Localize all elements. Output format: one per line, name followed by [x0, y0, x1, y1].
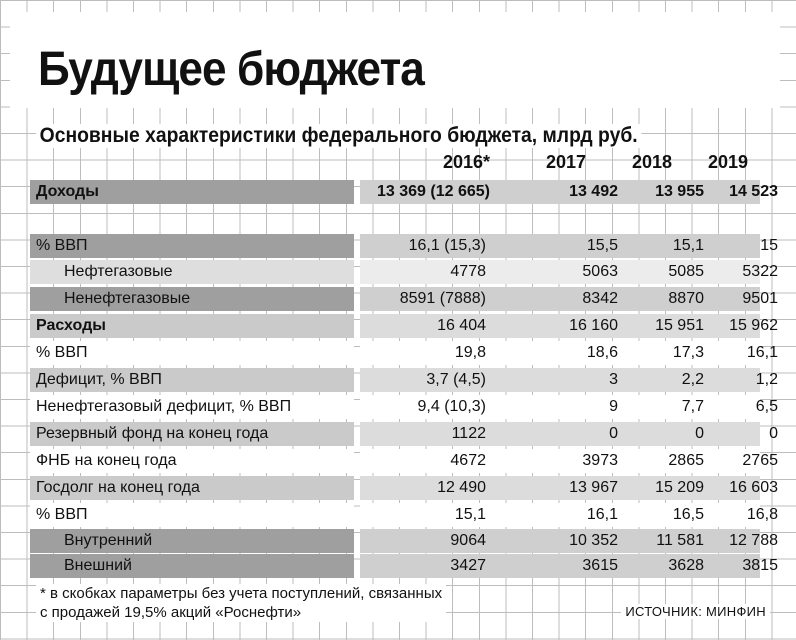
cell-2019: 14 523	[729, 183, 778, 200]
table-subtitle: Основные характеристики федерального бюджета, млрд руб.	[36, 124, 641, 148]
row-label: Внутренний	[30, 529, 354, 553]
cell-2017: 18,6	[586, 344, 618, 361]
cell-2018: 13 955	[655, 183, 704, 200]
page-title: Будущее бюджета	[38, 43, 424, 96]
cell-2019: 3815	[742, 557, 778, 574]
cell-2019: 16,8	[746, 506, 778, 523]
cell-2016: 16 404	[437, 317, 486, 334]
cell-2018: 15 951	[655, 317, 704, 334]
table-row	[30, 395, 778, 419]
cell-2017: 16,1	[586, 506, 618, 523]
row-label: % ВВП	[30, 234, 354, 258]
cell-2016: 3,7 (4,5)	[426, 371, 486, 388]
cell-2016: 4672	[450, 452, 486, 469]
cell-2018: 2,2	[681, 371, 704, 388]
cell-2017: 8342	[582, 290, 618, 307]
table-row	[30, 234, 778, 258]
table-row	[30, 314, 778, 338]
row-label: Доходы	[30, 180, 354, 204]
row-label: Резервный фонд на конец года	[30, 422, 354, 446]
year-2019: 2019	[707, 152, 748, 172]
cell-2016: 8591 (7888)	[399, 290, 486, 307]
cell-2019: 2765	[742, 452, 778, 469]
cell-2019: 15	[760, 237, 778, 254]
cell-2016: 4778	[450, 263, 486, 280]
table-row	[30, 449, 778, 473]
table-row	[30, 180, 778, 204]
cell-2017: 5063	[582, 263, 618, 280]
cell-2019: 5322	[742, 263, 778, 280]
row-label: % ВВП	[30, 341, 354, 365]
cell-2017: 3615	[582, 557, 618, 574]
cell-2017: 15,5	[586, 237, 618, 254]
footnote	[36, 584, 446, 622]
cell-2017: 0	[609, 425, 618, 442]
cell-2019: 12 788	[729, 532, 778, 549]
table-row	[30, 529, 778, 553]
cell-2018: 17,3	[672, 344, 704, 361]
cell-2018: 5085	[668, 263, 704, 280]
row-label: Ненефтегазовый дефицит, % ВВП	[30, 395, 354, 419]
cell-2016: 15,1	[454, 506, 486, 523]
cell-2019: 0	[769, 425, 778, 442]
year-header	[0, 152, 796, 176]
cell-2017: 3	[609, 371, 618, 388]
table-row	[30, 476, 778, 500]
cell-2019: 16,1	[746, 344, 778, 361]
cell-2019: 1,2	[755, 371, 778, 388]
cell-2018: 11 581	[656, 532, 704, 549]
table-row	[30, 422, 778, 446]
table-row	[30, 554, 778, 578]
cell-2016: 19,8	[454, 344, 486, 361]
cell-2018: 15 209	[655, 479, 704, 496]
row-label: Расходы	[30, 314, 354, 338]
cell-2018: 16,5	[672, 506, 704, 523]
table-row	[30, 341, 778, 365]
cell-2017: 16 160	[569, 317, 618, 334]
cell-2017: 13 967	[569, 479, 618, 496]
cell-2019: 9501	[742, 290, 778, 307]
cell-2018: 8870	[668, 290, 704, 307]
row-label: Нефтегазовые	[30, 260, 354, 284]
table-row	[30, 503, 778, 527]
row-label: Внешний	[30, 554, 354, 578]
row-label: ФНБ на конец года	[30, 449, 354, 473]
cell-2016: 16,1 (15,3)	[408, 237, 486, 254]
row-label: Ненефтегазовые	[30, 287, 354, 311]
cell-2019: 15 962	[729, 317, 778, 334]
title-box	[10, 12, 780, 108]
row-label: % ВВП	[30, 503, 354, 527]
year-2016: 2016*	[442, 152, 490, 172]
cell-2017: 10 352	[569, 532, 618, 549]
cell-2016: 13 369 (12 665)	[377, 183, 490, 200]
footnote-line-2: с продажей 19,5% акций «Роснефти»	[40, 604, 302, 621]
cell-2018: 7,7	[681, 398, 704, 415]
cell-2017: 9	[609, 398, 618, 415]
footnote-line-1: * в скобках параметры без учета поступлений, связанных	[40, 585, 443, 602]
cell-2017: 13 492	[569, 183, 618, 200]
cell-2016: 3427	[450, 557, 486, 574]
cell-2018: 15,1	[672, 237, 704, 254]
cell-2018: 2865	[668, 452, 704, 469]
table-row	[30, 260, 778, 284]
row-label: Дефицит, % ВВП	[30, 368, 354, 392]
cell-2016: 1122	[451, 425, 486, 442]
source-credit: ИСТОЧНИК: МИНФИН	[621, 604, 770, 619]
cell-2019: 6,5	[755, 398, 778, 415]
year-2017: 2017	[545, 152, 586, 172]
table-row	[30, 368, 778, 392]
cell-2019: 16 603	[729, 479, 778, 496]
table-row	[30, 287, 778, 311]
cell-2017: 3973	[582, 452, 618, 469]
year-2018: 2018	[631, 152, 672, 172]
cell-2016: 12 490	[437, 479, 486, 496]
cell-2016: 9064	[450, 532, 486, 549]
row-label: Госдолг на конец года	[30, 476, 354, 500]
cell-2016: 9,4 (10,3)	[417, 398, 486, 415]
cell-2018: 0	[695, 425, 704, 442]
cell-2018: 3628	[668, 557, 704, 574]
